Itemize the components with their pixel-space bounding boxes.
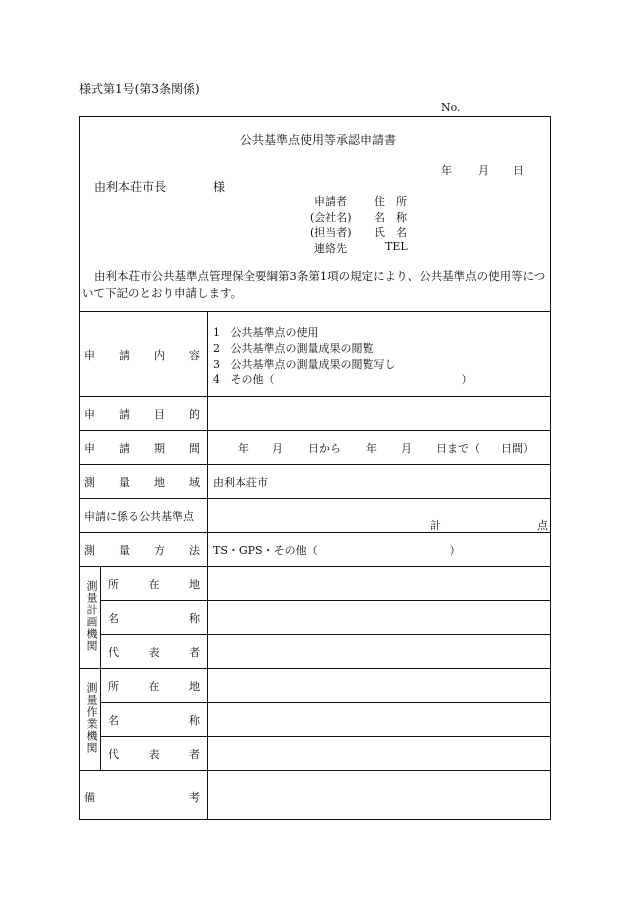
row-divider: [79, 396, 551, 397]
row-divider: [79, 311, 551, 312]
planning-location-label: 所 在 地: [108, 578, 200, 591]
tel-label: TEL: [385, 240, 408, 253]
period-day-from: 日から: [308, 442, 341, 455]
planning-org-label: 測量計画機関: [85, 580, 98, 652]
period-days: 日間）: [501, 442, 534, 455]
addressee: 由利本荘市長: [94, 180, 167, 194]
company-role: (会社名): [310, 211, 352, 224]
content-option-3: 3 公共基準点の測量成果の閲覧写し: [213, 358, 396, 371]
row-divider: [100, 600, 551, 601]
honorific: 様: [213, 180, 226, 194]
row-divider: [79, 532, 551, 533]
period-month-2: 月: [401, 442, 412, 455]
date-day: 日: [513, 164, 524, 177]
form-title: 公共基準点使用等承認申請書: [240, 133, 397, 147]
body-text-line2: いて下記のとおり申請します。: [82, 286, 243, 300]
points-unit: 点: [537, 519, 548, 532]
person-name-label: 氏 名: [374, 226, 407, 239]
body-text-line1: 由利本荘市公共基準点管理保全要綱第3条第1項の規定により、公共基準点の使用等につ: [94, 269, 546, 283]
remarks-label: 備 考: [84, 791, 200, 804]
work-name-label: 名 称: [108, 714, 200, 727]
points-total-label: 計: [430, 519, 441, 532]
planning-name-label: 名 称: [108, 612, 200, 625]
work-representative-label: 代 表 者: [108, 748, 200, 761]
row-divider: [100, 634, 551, 635]
row-divider: [100, 702, 551, 703]
company-name-label: 名 称: [374, 211, 407, 224]
area-label: 測 量 地 域: [84, 476, 200, 489]
period-day-to: 日まで（: [436, 442, 480, 455]
period-label: 申 請 期 間: [84, 442, 200, 455]
content-label: 申 請 内 容: [84, 349, 200, 362]
period-month-1: 月: [272, 442, 283, 455]
form-number: 様式第1号(第3条関係): [79, 82, 200, 96]
address-label: 住 所: [374, 195, 407, 208]
applicant-role: 申請者: [314, 195, 347, 208]
points-label: 申請に係る公共基準点: [84, 510, 194, 523]
purpose-label: 申 請 目 的: [84, 408, 200, 421]
date-month: 月: [478, 164, 489, 177]
column-divider: [207, 311, 208, 820]
row-divider: [79, 464, 551, 465]
row-divider: [79, 668, 551, 669]
content-option-1: 1 公共基準点の使用: [213, 326, 319, 339]
contact-role: 連絡先: [314, 242, 347, 255]
row-divider: [79, 770, 551, 771]
method-value: TS・GPS・その他（ ）: [213, 544, 461, 557]
area-value: 由利本荘市: [213, 476, 268, 489]
row-divider: [79, 498, 551, 499]
date-year: 年: [441, 164, 452, 177]
planning-representative-label: 代 表 者: [108, 646, 200, 659]
content-option-2: 2 公共基準点の測量成果の閲覧: [213, 342, 374, 355]
row-divider: [100, 736, 551, 737]
content-option-4: 4 その他（ ）: [213, 373, 473, 386]
row-divider: [79, 566, 551, 567]
method-label: 測 量 方 法: [84, 544, 200, 557]
work-org-label: 測量作業機関: [85, 682, 98, 754]
person-role: (担当者): [310, 226, 352, 239]
row-divider: [79, 430, 551, 431]
work-location-label: 所 在 地: [108, 680, 200, 693]
no-label: No.: [441, 101, 461, 114]
group-column-divider: [100, 566, 101, 770]
period-year-2: 年: [366, 442, 377, 455]
period-year-1: 年: [238, 442, 249, 455]
